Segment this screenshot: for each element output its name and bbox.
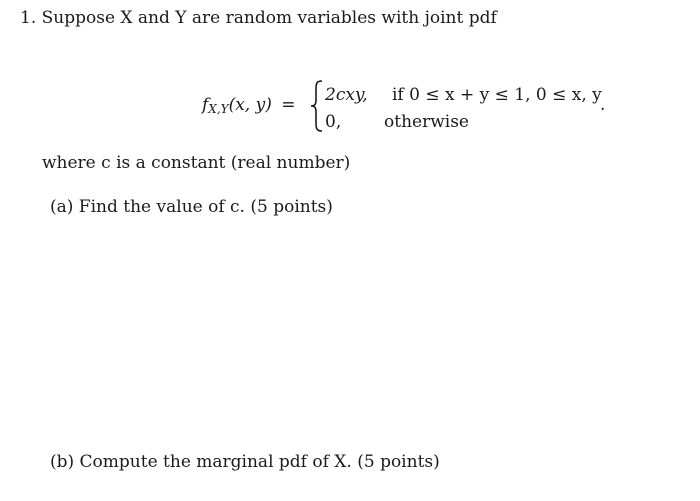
constant-description: where c is a constant (real number) <box>42 153 351 173</box>
case2-condition: otherwise <box>384 112 469 132</box>
part-a-question: (a) Find the value of c. (5 points) <box>50 197 333 217</box>
problem-statement: 1. Suppose X and Y are random variables with joint pdf <box>20 8 497 28</box>
equation-period: . <box>600 95 606 115</box>
case1-condition: if 0 ≤ x + y ≤ 1, 0 ≤ x, y <box>392 85 602 105</box>
part-b-question: (b) Compute the marginal pdf of X. (5 points) <box>50 452 440 472</box>
left-brace-icon <box>310 80 324 132</box>
equation-lhs <box>202 95 296 116</box>
pdf-symbol: f <box>202 95 209 115</box>
pdf-subscript: X,Y <box>208 102 229 116</box>
equals-sign: = <box>281 95 296 115</box>
case1-value: 2cxy, <box>325 85 368 105</box>
joint-pdf-equation <box>202 80 622 140</box>
case2-value: 0, <box>325 112 342 132</box>
pdf-arguments: (x, y) <box>228 95 272 115</box>
